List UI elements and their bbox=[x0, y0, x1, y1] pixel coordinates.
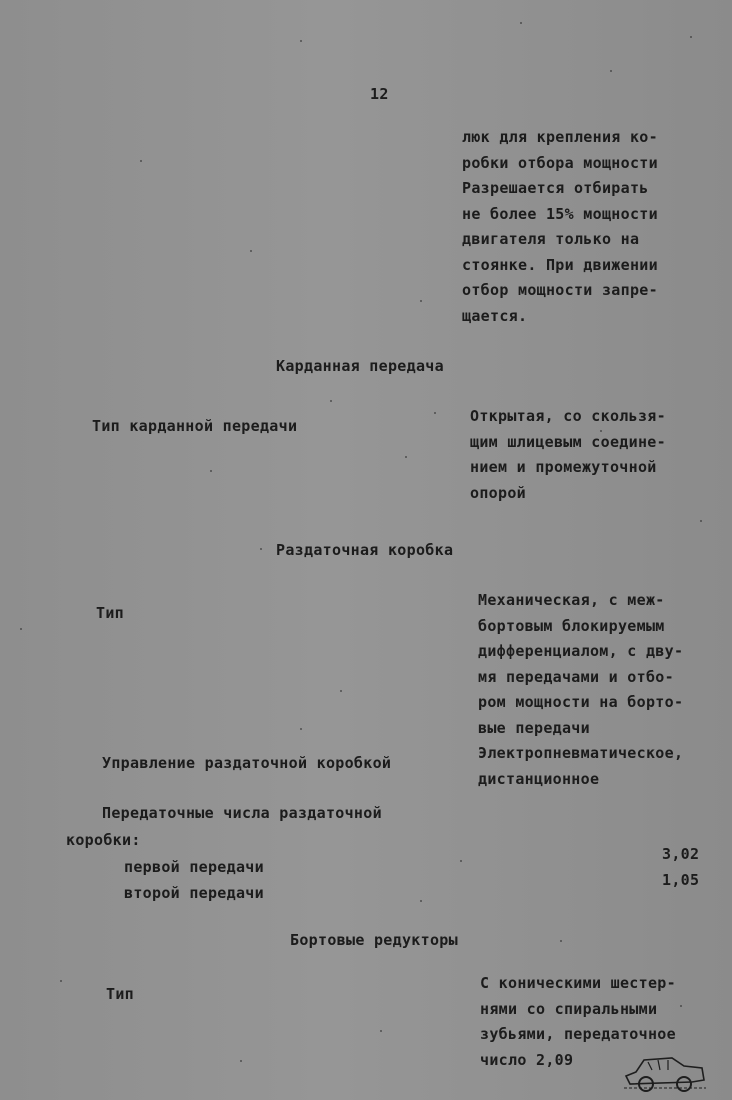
ratios-label-line1: Передаточные числа раздаточной bbox=[102, 804, 382, 822]
page-number: 12 bbox=[370, 85, 389, 103]
transfer-case-type-label: Тип bbox=[96, 604, 124, 622]
vehicle-stamp-icon bbox=[622, 1042, 708, 1094]
second-gear-label: второй передачи bbox=[124, 884, 264, 902]
second-gear-value: 1,05 bbox=[662, 871, 700, 889]
transfer-case-type-value: Механическая, с меж- бортовым блокируемым дифференциалом, с дву- мя передачами и отбо- ром мощности на борто- вые передачи bbox=[478, 591, 684, 737]
final-drives-heading: Бортовые редукторы bbox=[290, 931, 458, 949]
cardan-type-label: Тип карданной передачи bbox=[92, 417, 298, 435]
final-drives-type-value: С коническими шестер- нями со спиральными зубьями, передаточное число 2,09 bbox=[480, 974, 676, 1069]
first-gear-label: первой передачи bbox=[124, 858, 264, 876]
cardan-heading: Карданная передача bbox=[276, 357, 444, 375]
pto-note: люк для крепления ко- робки отбора мощности Разрешается отбирать не более 15% мощности двигателя только на стоянке. При движении отбор мощности запре- щается. bbox=[462, 128, 658, 325]
ratios-label-line2: коробки: bbox=[66, 831, 141, 849]
first-gear-value: 3,02 bbox=[662, 845, 700, 863]
cardan-type-value: Открытая, со скользя- щим шлицевым соедине- нием и промежуточной опорой bbox=[470, 407, 666, 502]
final-drives-type-label: Тип bbox=[106, 985, 134, 1003]
transfer-case-control-label: Управление раздаточной коробкой bbox=[102, 754, 392, 772]
transfer-case-heading: Раздаточная коробка bbox=[276, 541, 454, 559]
transfer-case-control-value: Электропневматическое, дистанционное bbox=[478, 744, 684, 788]
